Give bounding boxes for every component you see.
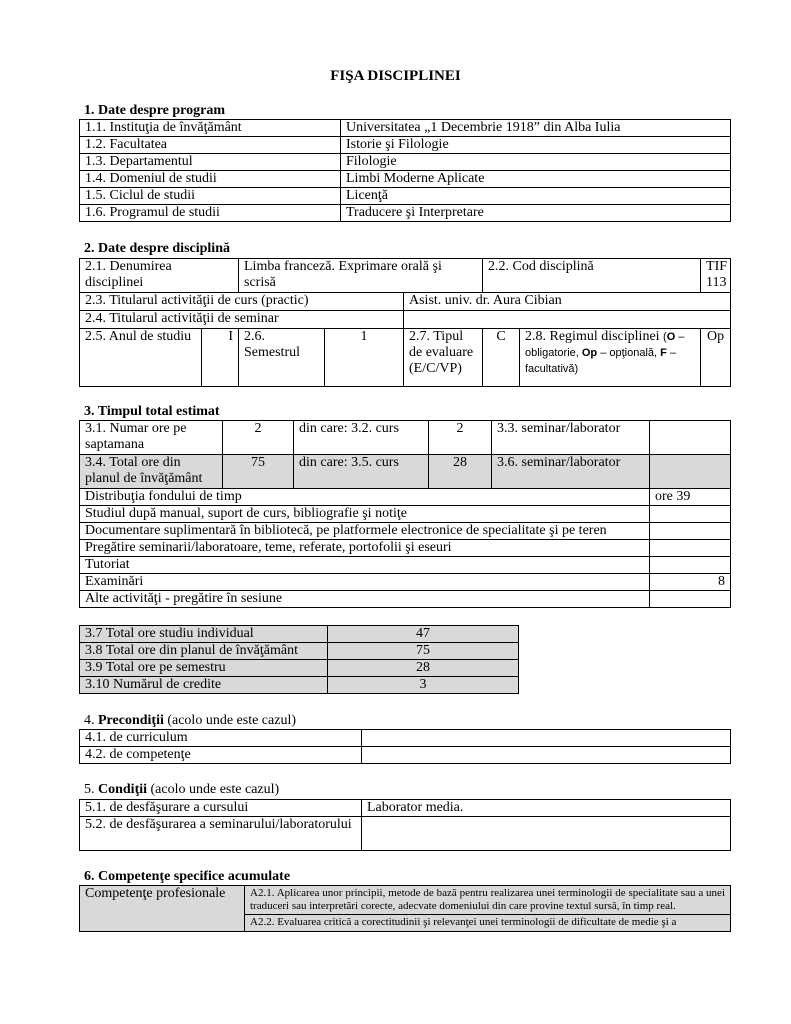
denumire-value: Limba franceză. Exprimare orală şi scrisă xyxy=(239,259,483,293)
competence-a21: A2.1. Aplicarea unor principii, metode de bază pentru realizarea unei terminologii de specialitate sau a unei traduceri sau interpretări corecte, adecvate domeniului din care provine textul sursă, în timp real. xyxy=(245,886,730,915)
discipline-table xyxy=(79,258,731,387)
program-row xyxy=(80,154,731,171)
totals-row-value: 75 xyxy=(328,643,519,660)
totals-row-label: 3.7 Total ore studiu individual xyxy=(80,626,328,643)
distribution-row-value xyxy=(650,557,731,574)
totals-row-label: 3.8 Total ore din planul de învăţământ xyxy=(80,643,328,660)
competence-a22: A2.2. Evaluarea critică a corectitudinii şi relevanţei unei terminologii de dificultate de medie şi a xyxy=(250,916,677,928)
precondition-row xyxy=(80,747,731,764)
totals-row xyxy=(80,643,519,660)
program-row xyxy=(80,205,731,222)
distribution-row-value xyxy=(650,523,731,540)
distribution-row-label: Tutoriat xyxy=(80,557,650,574)
cond-curs-label: 5.1. de desfăşurare a cursului xyxy=(80,800,362,817)
distribution-row-label: Examinări xyxy=(80,574,650,591)
competence-list xyxy=(245,886,731,932)
total-seminar-label: 3.6. seminar/laborator xyxy=(492,455,650,489)
cod-value: TIF 113 xyxy=(701,259,731,293)
program-row-label: 1.6. Programul de studii xyxy=(80,205,341,222)
section-3-heading: 3. Timpul total estimat xyxy=(84,404,220,419)
totals-table xyxy=(79,625,519,694)
total-seminar-value xyxy=(650,455,731,489)
section-4-heading: 4. Precondiţii (acolo unde este cazul) xyxy=(84,713,296,728)
distribution-row-value: ore 39 xyxy=(650,489,731,506)
precondition-row-value xyxy=(362,747,731,764)
distribution-row xyxy=(80,523,731,540)
titular-seminar-value xyxy=(404,311,731,329)
totals-row-label: 3.9 Total ore pe semestru xyxy=(80,660,328,677)
regim-value: Op xyxy=(701,329,731,387)
program-row-label: 1.4. Domeniul de studii xyxy=(80,171,341,188)
section-5-heading: 5. Condiţii (acolo unde este cazul) xyxy=(84,782,280,797)
curs-value: 2 xyxy=(429,421,492,455)
totals-row xyxy=(80,677,519,694)
program-row xyxy=(80,137,731,154)
precondition-row xyxy=(80,730,731,747)
titular-seminar-label: 2.4. Titularul activităţii de seminar xyxy=(80,311,404,329)
distribution-row xyxy=(80,557,731,574)
distribution-row xyxy=(80,591,731,608)
distribution-row-value xyxy=(650,591,731,608)
document-title: FIŞA DISCIPLINEI xyxy=(330,68,461,84)
ore-saptamana-label: 3.1. Numar ore pe saptamana xyxy=(80,421,223,455)
section-6-heading: 6. Competenţe specifice acumulate xyxy=(84,869,291,884)
cond-curs-value: Laborator media. xyxy=(362,800,731,817)
totals-row-label: 3.10 Numărul de credite xyxy=(80,677,328,694)
distribution-row-value: 8 xyxy=(650,574,731,591)
evaluare-value: C xyxy=(483,329,520,387)
semestru-label: 2.6. Semestrul xyxy=(239,329,325,387)
evaluare-label: 2.7. Tipul de evaluare (E/C/VP) xyxy=(404,329,483,387)
distribution-row-label: Documentare suplimentară în bibliotecă, pe platformele electronice de specialitate şi pe teren xyxy=(80,523,650,540)
program-row xyxy=(80,120,731,137)
total-ore-label: 3.4. Total ore din planul de învăţământ xyxy=(80,455,223,489)
distribution-row-value xyxy=(650,506,731,523)
competences-table xyxy=(79,885,731,932)
total-ore-value: 75 xyxy=(223,455,294,489)
program-row-value: Traducere şi Interpretare xyxy=(341,205,731,222)
totals-row xyxy=(80,626,519,643)
an-label: 2.5. Anul de studiu xyxy=(80,329,202,387)
precondition-row-label: 4.1. de curriculum xyxy=(80,730,362,747)
titular-curs-value: Asist. univ. dr. Aura Cibian xyxy=(404,293,731,311)
program-row-value: Universitatea „1 Decembrie 1918” din Alba Iulia xyxy=(341,120,731,137)
totals-row-value: 3 xyxy=(328,677,519,694)
program-row-label: 1.2. Facultatea xyxy=(80,137,341,154)
program-row-value: Limbi Moderne Aplicate xyxy=(341,171,731,188)
program-row xyxy=(80,188,731,205)
titular-curs-label: 2.3. Titularul activităţii de curs (practic) xyxy=(80,293,404,311)
curs-label: din care: 3.2. curs xyxy=(294,421,429,455)
totals-row xyxy=(80,660,519,677)
distribution-row xyxy=(80,506,731,523)
cond-seminar-value xyxy=(362,817,731,851)
distribution-row-label: Alte activităţi - pregătire în sesiune xyxy=(80,591,650,608)
distribution-row xyxy=(80,540,731,557)
competence-type-label: Competenţe profesionale xyxy=(80,886,245,932)
ore-saptamana-value: 2 xyxy=(223,421,294,455)
program-row-label: 1.5. Ciclul de studii xyxy=(80,188,341,205)
program-row-value: Licenţă xyxy=(341,188,731,205)
conditions-table xyxy=(79,799,731,851)
seminar-label: 3.3. seminar/laborator xyxy=(492,421,650,455)
distribution-row xyxy=(80,574,731,591)
total-curs-value: 28 xyxy=(429,455,492,489)
totals-row-value: 47 xyxy=(328,626,519,643)
total-curs-label: din care: 3.5. curs xyxy=(294,455,429,489)
program-row-value: Filologie xyxy=(341,154,731,171)
cond-seminar-label: 5.2. de desfăşurarea a seminarului/laboratorului xyxy=(80,817,362,851)
seminar-value xyxy=(650,421,731,455)
program-row-label: 1.3. Departamentul xyxy=(80,154,341,171)
section-2-heading: 2. Date despre disciplină xyxy=(84,241,230,256)
time-table xyxy=(79,420,731,489)
semestru-value: 1 xyxy=(325,329,404,387)
distribution-row-label: Distribuţia fondului de timp xyxy=(80,489,650,506)
precondition-row-value xyxy=(362,730,731,747)
regim-label: 2.8. Regimul disciplinei (O – obligatorie, Op – opţională, F – facultativă) xyxy=(520,329,701,387)
distribution-row xyxy=(80,489,731,506)
distribution-table xyxy=(79,488,731,608)
program-table xyxy=(79,119,731,222)
cod-label: 2.2. Cod disciplină xyxy=(483,259,701,293)
section-1-heading: 1. Date despre program xyxy=(84,103,226,118)
distribution-row-label: Pregătire seminarii/laboratoare, teme, referate, portofolii şi eseuri xyxy=(80,540,650,557)
an-value: I xyxy=(202,329,239,387)
preconditions-table xyxy=(79,729,731,764)
program-row xyxy=(80,171,731,188)
denumire-label: 2.1. Denumirea disciplinei xyxy=(80,259,239,293)
totals-row-value: 28 xyxy=(328,660,519,677)
distribution-row-label: Studiul după manual, suport de curs, bibliografie şi notiţe xyxy=(80,506,650,523)
program-row-value: Istorie şi Filologie xyxy=(341,137,731,154)
program-row-label: 1.1. Instituţia de învăţământ xyxy=(80,120,341,137)
precondition-row-label: 4.2. de competenţe xyxy=(80,747,362,764)
distribution-row-value xyxy=(650,540,731,557)
